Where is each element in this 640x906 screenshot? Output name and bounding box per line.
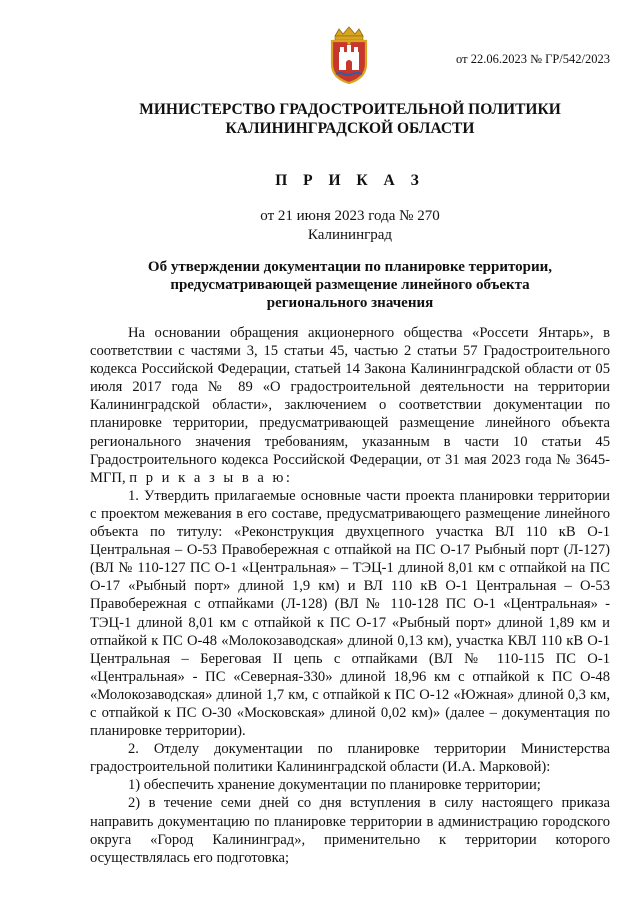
item-2-1: 1) обеспечить хранение документации по планировке территории; [128, 777, 541, 794]
ministry-name-line: МИНИСТЕРСТВО ГРАДОСТРОИТЕЛЬНОЙ ПОЛИТИКИ [139, 101, 561, 118]
intro-paragraph [90, 324, 610, 487]
intro-text: На основании обращения акционерного общества «Россети Янтарь», в соответствии с частями 3, 15 статьи 45, частью 2 статьи 57 Градостроительного кодекса Российской Федерации, статьей 14 Закона Калининградской области от 05 июля 2017 года № 89 «О градостроительной деятельности на территории Калининградской области», заключением о соответствии документации по планировке территории, предусматривающей размещение линейного объекта регионального значения требованиям, указанным в части 10 статьи 45 Градостроительного кодекса Российской Федерации, от 31 мая 2023 года № 3645-МГП, [90, 325, 610, 486]
order-subject-line: предусматривающей размещение линейного объекта [170, 277, 530, 293]
registration-reference: от 22.06.2023 № ГР/542/2023 [456, 52, 610, 66]
order-command: п р и к а з ы в а ю: [129, 469, 293, 486]
kaliningrad-coat-of-arms-icon [326, 26, 372, 84]
ministry-name [60, 100, 640, 138]
item-2: 2. Отделу документации по планировке территории Министерства градостроительной политики Калининградской области (И.А. Марковой): [90, 741, 610, 776]
order-body [90, 324, 610, 867]
order-date-number: от 21 июня 2023 года № 270 [260, 208, 440, 224]
order-title: П Р И К А З [275, 172, 425, 189]
item-2-2: 2) в течение семи дней со дня вступления в силу настоящего приказа направить документацию по планировке территории в администрацию городского округа «Город Калининград», применительно к территории которого осуществлялась его подготовка; [90, 795, 610, 866]
order-subject-line: регионального значения [266, 295, 434, 311]
ministry-name-line: КАЛИНИНГРАДСКОЙ ОБЛАСТИ [225, 120, 475, 137]
order-subject-line: Об утверждении документации по планировке территории, [147, 259, 553, 275]
order-subject [60, 258, 640, 312]
item-1: 1. Утвердить прилагаемые основные части проекта планировки территории с проектом межевания в его составе, предусматривающего размещение линейного объекта по титулу: «Реконструкция двухцепного участка ВЛ 110 кВ О-1 Центральная – О-53 Правобережная с отпайкой на ПС О-17 Рыбный порт (Л-127) (ВЛ № 110-127 ПС О-1 «Центральная» – ТЭЦ-1 длиной 8,01 км с отпайкой на ПС О-17 «Рыбный порт» длиной 1,9 км) и ВЛ 110 кВ О-1 Центральная – О-53 Правобережная с отпайками (Л-128) (ВЛ № 110-128 ПС О-1 «Центральная» - ТЭЦ-1 длиной 8,01 км с отпайкой к ПС О-17 «Рыбный порт» длиной 1,89 км и отпайкой к ПС О-48 «Молокозаводская» длиной 0,13 км), участка КВЛ 110 кВ О-1 Центральная – Береговая II цепь с отпайками (ВЛ № 110-115 ПС О-1 «Центральная» - ПС «Северная-330» длиной 18,96 км с отпайкой к ПС О-48 «Молокозаводская» длиной 1,7 км, с отпайкой к ПС О-12 «Южная» длиной 0,3 км, с отпайкой к ПС О-30 «Московская» длиной 0,02 км)» (далее – документация по планировке территории). [90, 487, 610, 740]
order-city: Калининград [307, 227, 393, 243]
